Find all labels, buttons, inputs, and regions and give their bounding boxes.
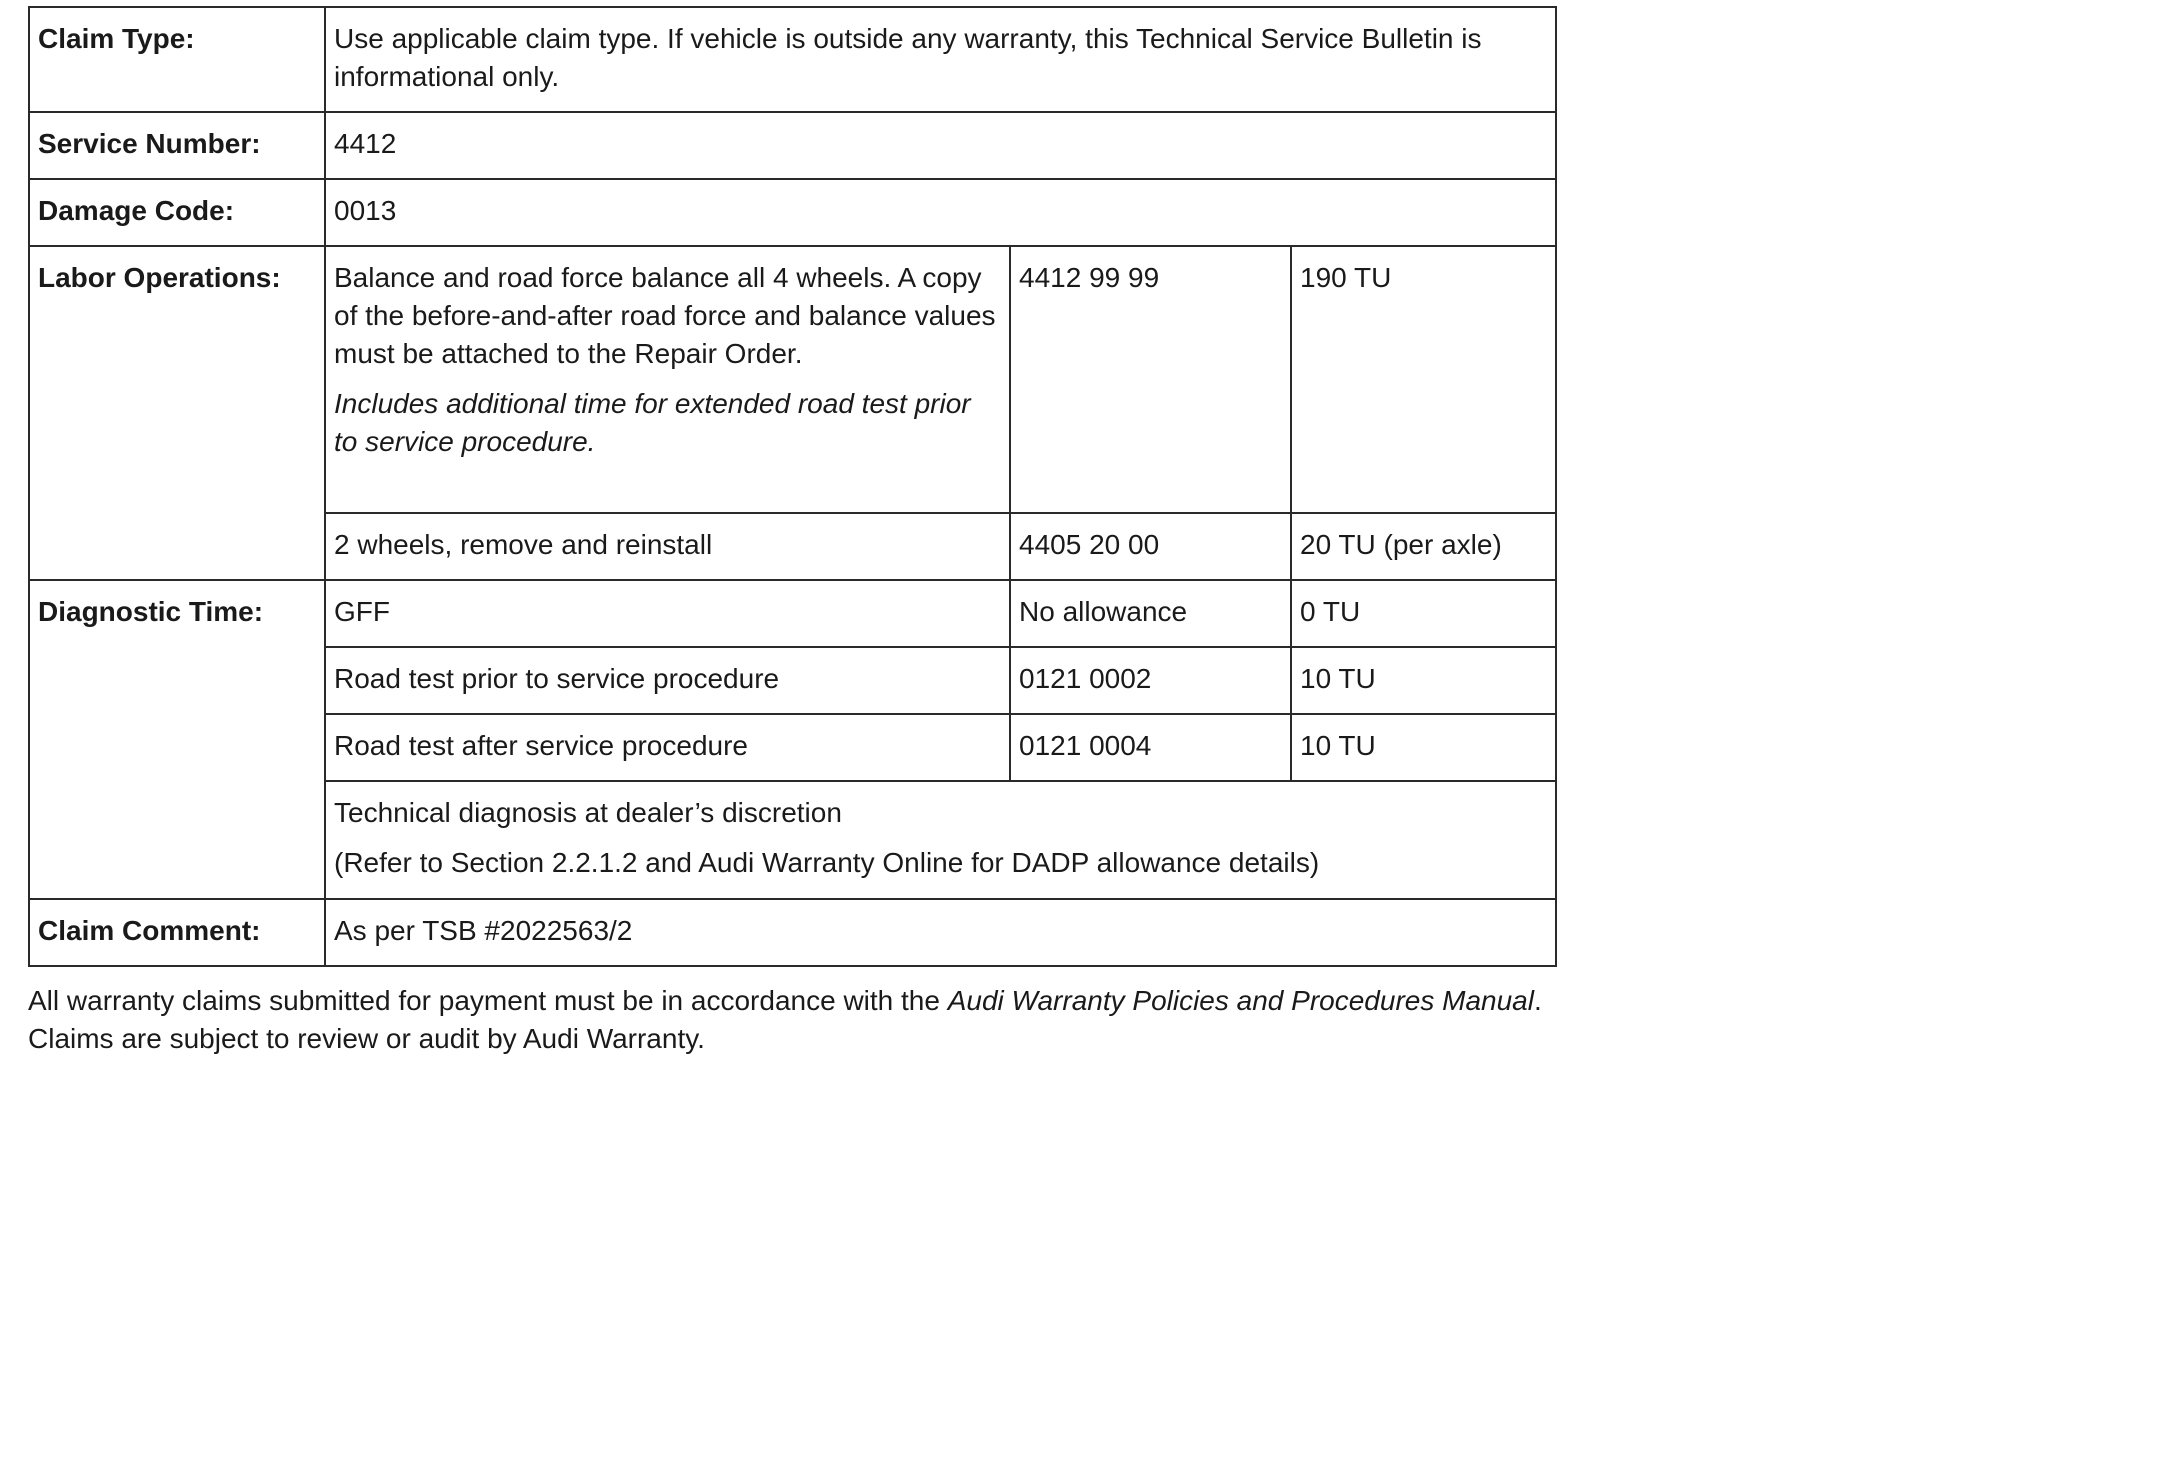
labor-operation-description: 2 wheels, remove and reinstall — [325, 513, 1010, 580]
labor-operation-description-cell — [325, 246, 1010, 513]
footer-text-before: All warranty claims submitted for payment must be in accordance with the — [28, 985, 948, 1016]
diagnostic-row — [29, 580, 1556, 647]
claim-comment-value: As per TSB #2022563/2 — [325, 899, 1556, 966]
diagnostic-discretion-cell — [325, 781, 1556, 899]
claim-comment-row — [29, 899, 1556, 966]
diagnostic-code: 0121 0002 — [1010, 647, 1291, 714]
diagnostic-code: No allowance — [1010, 580, 1291, 647]
claim-type-row — [29, 7, 1556, 112]
labor-operation-time: 20 TU (per axle) — [1291, 513, 1556, 580]
labor-operation-description: Balance and road force balance all 4 wheels. A copy of the before-and-after road force and balance values must be attached to the Repair Order. — [334, 262, 996, 369]
labor-operations-label: Labor Operations: — [29, 246, 325, 580]
claim-type-label: Claim Type: — [29, 7, 325, 112]
diagnostic-time: 10 TU — [1291, 647, 1556, 714]
service-number-label: Service Number: — [29, 112, 325, 179]
diagnostic-description: GFF — [325, 580, 1010, 647]
labor-operation-code: 4412 99 99 — [1010, 246, 1291, 513]
diagnostic-discretion-reference: (Refer to Section 2.2.1.2 and Audi Warranty Online for DADP allowance details) — [334, 847, 1320, 878]
footer-manual-title: Audi Warranty Policies and Procedures Manual — [947, 985, 1534, 1016]
diagnostic-description: Road test prior to service procedure — [325, 647, 1010, 714]
diagnostic-time: 0 TU — [1291, 580, 1556, 647]
damage-code-value: 0013 — [325, 179, 1556, 246]
claim-info-table — [28, 6, 1557, 967]
diagnostic-discretion-text: Technical diagnosis at dealer’s discretion — [334, 797, 842, 828]
diagnostic-time: 10 TU — [1291, 714, 1556, 781]
warranty-footer-note — [28, 982, 1558, 1058]
diagnostic-code: 0121 0004 — [1010, 714, 1291, 781]
service-number-row — [29, 112, 1556, 179]
labor-operation-code: 4405 20 00 — [1010, 513, 1291, 580]
damage-code-label: Damage Code: — [29, 179, 325, 246]
labor-operation-time: 190 TU — [1291, 246, 1556, 513]
claim-comment-label: Claim Comment: — [29, 899, 325, 966]
damage-code-row — [29, 179, 1556, 246]
labor-operation-row — [29, 246, 1556, 513]
service-number-value: 4412 — [325, 112, 1556, 179]
claim-type-value: Use applicable claim type. If vehicle is outside any warranty, this Technical Service Bulletin is informational only. — [325, 7, 1556, 112]
footer-text-after: . Claims are subject to review or audit by Audi Warranty. — [28, 985, 1542, 1054]
diagnostic-time-label: Diagnostic Time: — [29, 580, 325, 899]
diagnostic-description: Road test after service procedure — [325, 714, 1010, 781]
labor-operation-note: Includes additional time for extended road test prior to service procedure. — [334, 388, 971, 457]
